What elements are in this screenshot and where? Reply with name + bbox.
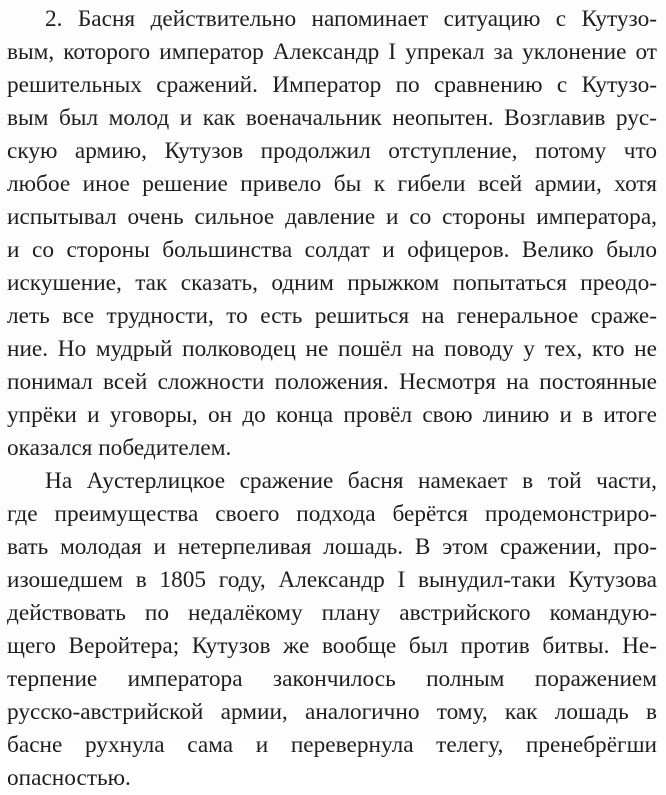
- text-line: леть все трудности, то есть решиться на генеральное сраже-: [7, 303, 657, 329]
- text-line: скую армию, Кутузов продолжил отступление, потому что: [7, 138, 657, 164]
- text-line: упрёки и уговоры, он до конца провёл свою линию и в итоге: [7, 402, 657, 428]
- text-line: русско-австрийской армии, аналогично тому, как лошадь в: [7, 699, 657, 725]
- text-line: изошедшем в 1805 году, Александр I вынудил-таки Кутузова: [7, 567, 657, 593]
- text-line: На Аустерлицкое сражение басня намекает в той части,: [45, 468, 657, 494]
- text-line: и со стороны большинства солдат и офицеров. Велико было: [7, 237, 657, 263]
- text-block: [7, 3, 657, 795]
- text-line: терпение императора закончилось полным поражением: [7, 666, 657, 692]
- text-line: испытывал очень сильное давление и со стороны императора,: [7, 204, 657, 230]
- text-line: действовать по недалёкому плану австрийского командую-: [7, 600, 657, 626]
- text-line: 2. Басня действительно напоминает ситуацию с Кутузо-: [45, 6, 657, 32]
- text-line: решительных сражений. Император по сравнению с Кутузо-: [7, 72, 657, 98]
- text-line: вать молодая и нетерпеливая лошадь. В этом сражении, про-: [7, 534, 657, 560]
- text-line: щего Веройтера; Кутузов же вообще был против битвы. Не-: [7, 633, 657, 659]
- text-line: ние. Но мудрый полководец не пошёл на поводу у тех, кто не: [7, 336, 657, 362]
- text-line: вым был молод и как военачальник неопытен. Возглавив рус-: [7, 105, 657, 131]
- text-line: искушение, так сказать, одним прыжком попытаться преодо-: [7, 270, 657, 296]
- text-line: вым, которого император Александр I упрекал за уклонение от: [7, 39, 657, 65]
- paragraph-2: [7, 465, 657, 795]
- text-line: оказался победителем.: [7, 435, 232, 461]
- paragraph-1: [7, 3, 657, 465]
- text-line: понимал всей сложности положения. Несмотря на постоянные: [7, 369, 657, 395]
- text-line: опасностью.: [7, 765, 131, 791]
- text-line: любое иное решение привело бы к гибели всей армии, хотя: [7, 171, 657, 197]
- text-line: где преимущества своего подхода берётся продемонстриро-: [7, 501, 657, 527]
- text-line: басне рухнула сама и перевернула телегу, пренебрёгши: [7, 732, 657, 758]
